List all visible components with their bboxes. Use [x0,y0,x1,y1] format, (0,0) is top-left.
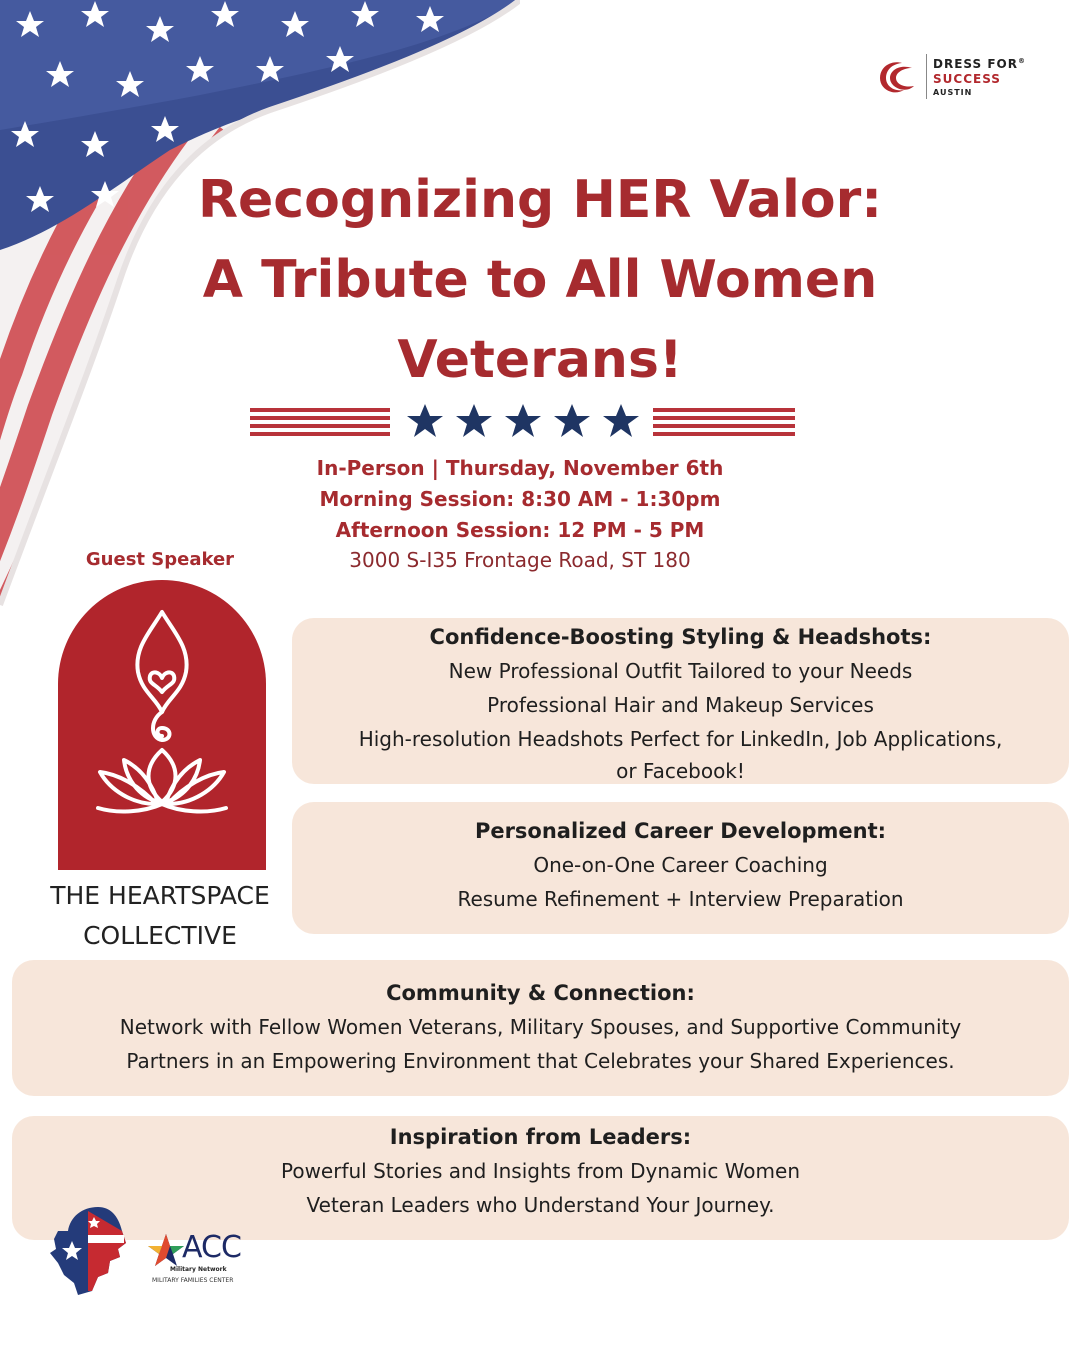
card-title: Community & Connection: [386,981,695,1005]
card-line: Partners in an Empowering Environment that Celebrates your Shared Experiences. [126,1049,955,1073]
card-career-development [292,802,1069,934]
brand-line3: AUSTIN [933,88,973,97]
acc-subtitle: Military Network [170,1266,227,1273]
card-line: Resume Refinement + Interview Preparation [457,887,904,911]
event-date: In-Person | Thursday, November 6th [316,456,724,480]
star-icon [407,404,639,437]
card-inspiration-leaders [12,1116,1069,1240]
morning-session: Morning Session: 8:30 AM - 1:30pm [319,487,721,511]
acc-subtitle2: MILITARY FAMILIES CENTER [152,1277,234,1284]
acc-star-icon [146,1232,186,1268]
guest-speaker-label: Guest Speaker [85,549,235,570]
title-line3: Veterans! [397,330,683,390]
brand-line2: SUCCESS [933,72,1001,86]
speaker-name-line2: COLLECTIVE [83,921,237,950]
card-line: One-on-One Career Coaching [533,853,828,877]
event-address: 3000 S-I35 Frontage Road, ST 180 [349,548,691,572]
lotus-heart-icon [58,580,266,870]
registered-mark: ® [1017,57,1026,65]
card-line: Professional Hair and Makeup Services [487,693,874,717]
title-line2: A Tribute to All Women [202,250,878,310]
event-details [210,453,830,574]
dress-for-success-logo [876,54,1036,100]
card-community-connection [12,960,1069,1096]
page-title [130,160,950,400]
acc-name: ACC [182,1230,241,1265]
dress-for-success-logo-icon [876,58,918,96]
title-line1: Recognizing HER Valor: [197,170,883,230]
speaker-name [40,876,280,956]
card-line: High-resolution Headshots Perfect for LinkedIn, Job Applications, [358,727,1003,751]
card-line: New Professional Outfit Tailored to your Needs [448,659,913,683]
acc-logo [146,1232,256,1292]
card-title: Inspiration from Leaders: [389,1125,692,1149]
card-line: or Facebook! [616,759,745,783]
card-line: Veteran Leaders who Understand Your Journey. [306,1193,775,1217]
card-styling-headshots [292,618,1069,784]
card-title: Personalized Career Development: [474,819,887,843]
card-line: Powerful Stories and Insights from Dynamic Women [280,1159,801,1183]
stars-divider [250,402,795,442]
texas-veteran-icon [48,1205,130,1297]
brand-line1: DRESS FOR [933,57,1018,71]
afternoon-session: Afternoon Session: 12 PM - 5 PM [335,518,705,542]
speaker-name-line1: THE HEARTSPACE [50,881,270,910]
card-line: Network with Fellow Women Veterans, Military Spouses, and Supportive Community [119,1015,962,1039]
card-title: Confidence-Boosting Styling & Headshots: [429,625,932,649]
